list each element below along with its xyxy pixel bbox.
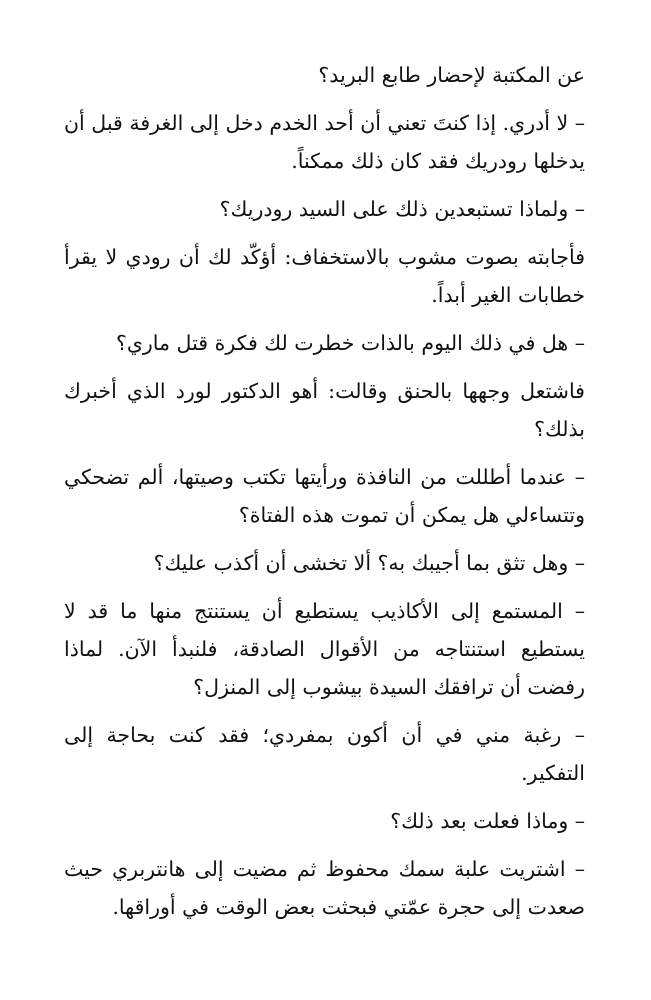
paragraph-10: – رغبة مني في أن أكون بمفردي؛ فقد كنت بحاجة إلى التفكير. [64, 723, 585, 785]
paragraph-2: – لا أدري. إذا كنتَ تعني أن أحد الخدم دخل إلى الغرفة قبل أن يدخلها رودريك فقد كان ذلك ممكناً. [64, 111, 585, 173]
paragraph-12: – اشتريت علبة سمك محفوظ ثم مضيت إلى هانتربري حيث صعدت إلى حجرة عمّتي فبحثت بعض الوقت في أوراقها. [64, 857, 585, 919]
paragraph-7: – عندما أطللت من النافذة ورأيتها تكتب وصيتها، ألم تضحكي وتتساءلي هل يمكن أن تموت هذه الفتاة؟ [64, 465, 585, 527]
paragraph-1: عن المكتبة لإحضار طابع البريد؟ [318, 63, 585, 87]
paragraph-9: – المستمع إلى الأكاذيب يستطيع أن يستنتج منها ما قد لا يستطيع استنتاجه من الأقوال الصادقة، فلنبدأ الآن. لماذا رفضت أن ترافقك السيدة بيشوب إلى المنزل؟ [64, 599, 585, 699]
paragraph-5: – هل في ذلك اليوم بالذات خطرت لك فكرة قتل ماري؟ [115, 331, 585, 355]
paragraph-3: – ولماذا تستبعدين ذلك على السيد رودريك؟ [219, 197, 585, 221]
paragraph-11: – وماذا فعلت بعد ذلك؟ [390, 809, 585, 833]
paragraph-8: – وهل تثق بما أجيبك به؟ ألا تخشى أن أكذب عليك؟ [153, 551, 585, 575]
paragraph-6: فاشتعل وجهها بالحنق وقالت: أهو الدكتور لورد الذي أخبرك بذلك؟ [64, 379, 585, 441]
paragraph-4: فأجابته بصوت مشوب بالاستخفاف: أؤكّد لك أن رودي لا يقرأ خطابات الغير أبداً. [64, 245, 585, 307]
